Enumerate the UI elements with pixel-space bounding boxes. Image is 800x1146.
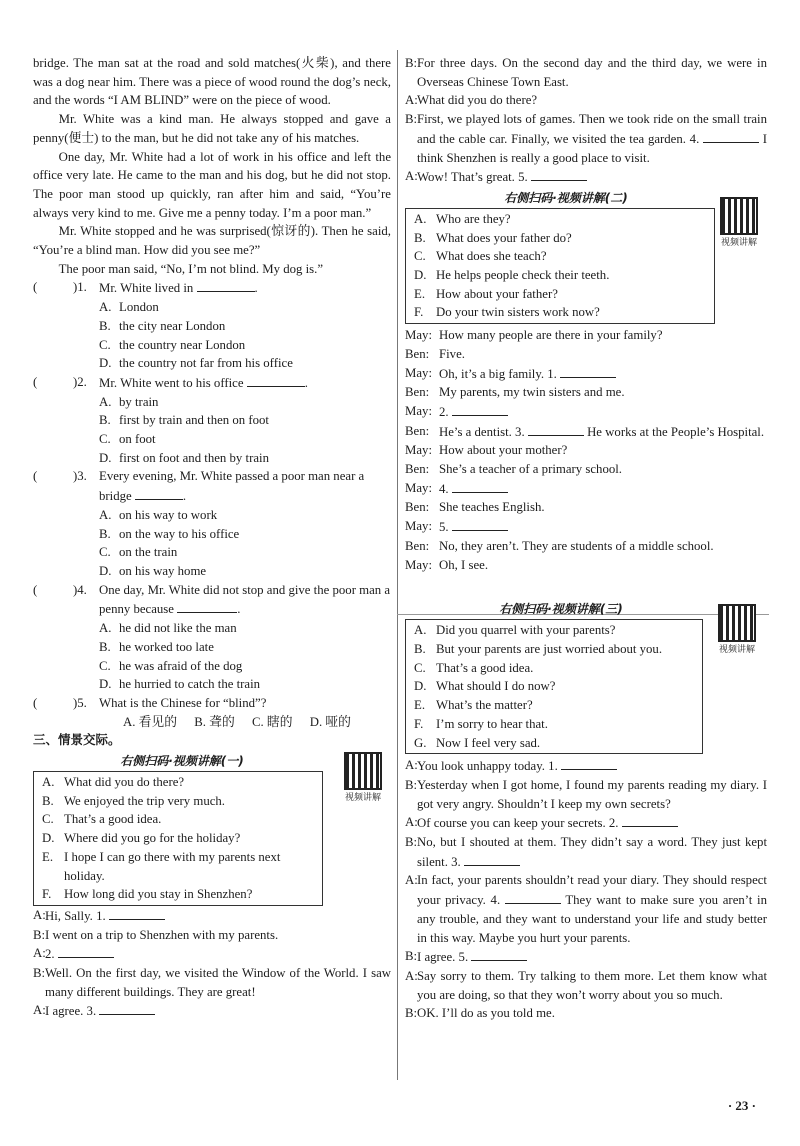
dialogue-text: Five. xyxy=(439,346,465,361)
answer-blank[interactable] xyxy=(505,890,561,904)
dialogue-text: I think Shenzhen is really a good place to visit. xyxy=(417,131,768,165)
dialogue-line xyxy=(405,556,767,575)
question-1 xyxy=(33,278,391,298)
dialogue-line xyxy=(405,54,767,91)
dialogue-line xyxy=(33,926,391,945)
box-option xyxy=(414,247,706,266)
option-letter: D. xyxy=(42,831,55,846)
dialogue-line xyxy=(405,517,767,537)
question-4 xyxy=(33,581,391,619)
option-letter: F. xyxy=(414,716,424,731)
answer-bracket-open[interactable]: ( xyxy=(33,374,38,389)
option[interactable] xyxy=(33,449,391,468)
option-letter: C. xyxy=(414,660,426,675)
answer-blank[interactable] xyxy=(247,373,305,387)
option-letter: C. xyxy=(99,658,111,673)
option-letter: A. xyxy=(42,775,55,790)
dialogue-line xyxy=(405,326,767,345)
speaker: A: xyxy=(405,968,418,983)
option-text: on the way to his office xyxy=(119,526,240,541)
qr-code-icon xyxy=(344,752,382,790)
part-2 xyxy=(405,189,767,574)
dialogue-line xyxy=(405,479,767,499)
box-option xyxy=(414,210,706,229)
option-text: on his way home xyxy=(119,563,207,578)
option-text: I hope I can go there with my parents next holiday. xyxy=(64,849,281,883)
options-box xyxy=(33,771,323,906)
box-option xyxy=(42,792,314,811)
speaker: B: xyxy=(405,112,418,127)
option-letter: F. xyxy=(414,305,424,320)
option-letter: A. xyxy=(99,300,112,315)
option-letter: B. xyxy=(99,413,111,428)
dialogue-line xyxy=(405,422,767,442)
option[interactable] xyxy=(33,525,391,544)
option-text: he worked too late xyxy=(119,639,214,654)
box-option xyxy=(42,829,314,848)
option-text: Do your twin sisters work now? xyxy=(436,305,600,320)
dialogue-text: Oh, I see. xyxy=(439,557,489,572)
question-5-options xyxy=(33,713,391,732)
option-letter: E. xyxy=(414,286,426,301)
video-banner: 右侧扫码·视频讲解(二) xyxy=(504,190,628,205)
speaker: B: xyxy=(405,1006,418,1021)
answer-bracket-close: ) xyxy=(73,695,78,710)
passage-paragraph: Mr. White stopped and he was surprised(惊讶的). Then he said, “You’re a blind man. How did you see me?” xyxy=(33,224,391,258)
speaker: B: xyxy=(405,56,418,70)
box-option xyxy=(414,734,694,753)
answer-blank[interactable] xyxy=(109,906,165,920)
answer-blank[interactable] xyxy=(471,947,527,961)
qr-caption: 视频讲解 xyxy=(718,645,755,656)
speaker: May: xyxy=(405,443,433,458)
dialogue-text: Of course you can keep your secrets. 2. xyxy=(417,816,619,831)
part-3 xyxy=(405,600,767,1023)
question-end: . xyxy=(304,375,308,390)
dialogue-line xyxy=(405,498,767,517)
question-number-wrap xyxy=(73,467,87,486)
dialogue-text: I agree. 5. xyxy=(417,950,469,965)
option-letter: B. xyxy=(414,641,426,656)
option[interactable] xyxy=(33,430,391,449)
option-letter: D. xyxy=(99,677,112,692)
option[interactable] xyxy=(33,393,391,412)
answer-blank[interactable] xyxy=(99,1001,155,1015)
speaker: May: xyxy=(405,328,433,343)
dialogue-line xyxy=(405,91,767,110)
option-text: first by train and then on foot xyxy=(119,413,269,428)
dialogue-line xyxy=(33,944,391,964)
option-letter: D. xyxy=(99,356,112,371)
speaker: Ben: xyxy=(405,423,430,438)
option-text: Did you quarrel with your parents? xyxy=(436,623,616,638)
option[interactable] xyxy=(33,506,391,525)
option[interactable] xyxy=(33,317,391,336)
options-box xyxy=(405,208,715,324)
answer-blank[interactable] xyxy=(528,422,584,436)
option[interactable] xyxy=(33,619,391,638)
question-stem: Mr. White lived in xyxy=(99,281,194,296)
answer-blank[interactable] xyxy=(177,599,237,613)
dialogue-text: My parents, my twin sisters and me. xyxy=(439,385,625,400)
option-letter: C. xyxy=(42,812,54,827)
passage-paragraph: One day, Mr. White had a lot of work in his office and left the office very late. He came to the man and his dog, but he did not stop. The poor man stood up quickly, ran after him and said, “You’re always very kind to me. Give me a penny today. I’m a poor man.” xyxy=(33,149,391,220)
option-text: He helps people check their teeth. xyxy=(436,268,610,283)
dialogue-text: In fact, your parents shouldn’t read your diary. They should respect your privacy. 4. xyxy=(417,873,767,908)
speaker: A: xyxy=(405,815,418,830)
option[interactable]: C. 瞎的 xyxy=(251,714,293,729)
dialogue-line xyxy=(405,947,767,967)
question-end: . xyxy=(254,281,258,296)
question-number: 5. xyxy=(77,695,87,710)
answer-bracket-open[interactable]: ( xyxy=(33,695,38,710)
answer-bracket-close: ) xyxy=(73,469,78,484)
answer-blank[interactable] xyxy=(464,852,520,866)
option-letter: E. xyxy=(414,698,426,713)
answer-blank[interactable] xyxy=(452,402,508,416)
answer-bracket-open[interactable]: ( xyxy=(33,469,38,484)
option-letter: D. xyxy=(99,450,112,465)
option-letter: A. xyxy=(99,621,112,636)
option-text: the country near London xyxy=(119,337,246,352)
qr-caption: 视频讲解 xyxy=(344,793,381,804)
option-letter: A. xyxy=(99,394,112,409)
dialogue-line xyxy=(405,364,767,384)
speaker: B: xyxy=(405,949,418,964)
qr-code[interactable] xyxy=(711,604,763,656)
answer-blank[interactable] xyxy=(197,278,255,292)
dialogue-text: Wow! That’s great. 5. xyxy=(417,170,528,185)
dialogue-text: How many people are there in your family? xyxy=(439,328,663,343)
box-option xyxy=(414,696,694,715)
dialogue-text: Say sorry to them. Try talking to them more. Let them know what you are doing, so that they won’t worry about you so much. xyxy=(417,968,767,1002)
dialogue-continued xyxy=(405,54,767,187)
option-text: How long did you stay in Shenzhen? xyxy=(64,887,253,902)
option-text: What does she teach? xyxy=(436,249,547,264)
box-option xyxy=(42,773,314,792)
question-stem: Mr. White went to his office xyxy=(99,375,244,390)
option-text: on foot xyxy=(119,432,156,447)
option-letter: D. xyxy=(414,679,427,694)
speaker: A: xyxy=(33,946,46,961)
box-option xyxy=(414,677,694,696)
option[interactable] xyxy=(33,657,391,676)
dialogue-line xyxy=(33,964,391,1001)
dialogue xyxy=(405,756,767,1023)
option-letter: A. xyxy=(99,507,112,522)
dialogue-text: She’s a teacher of a primary school. xyxy=(439,462,622,477)
dialogue-line xyxy=(405,402,767,422)
dialogue-text: He’s a dentist. 3. xyxy=(439,424,525,439)
question-number-wrap xyxy=(73,581,87,600)
speaker: A: xyxy=(33,1003,46,1018)
qr-code[interactable] xyxy=(713,197,765,249)
qr-code[interactable] xyxy=(337,752,389,804)
option-text: he did not like the man xyxy=(119,621,237,636)
question-number-wrap xyxy=(73,373,87,392)
qr-caption: 视频讲解 xyxy=(720,237,757,248)
option-letter: B. xyxy=(99,526,111,541)
option[interactable] xyxy=(33,675,391,694)
dialogue-text: OK. I’ll do as you told me. xyxy=(417,1006,555,1021)
dialogue-line xyxy=(405,110,767,167)
option-text: the city near London xyxy=(119,318,226,333)
box-option xyxy=(414,715,694,734)
option-letter: B. xyxy=(99,639,111,654)
option[interactable]: A. 看见的 xyxy=(123,714,178,729)
question-stem: Every evening, Mr. White passed a poor man near a bridge xyxy=(99,469,365,504)
option-letter: F. xyxy=(42,887,52,902)
question-3 xyxy=(33,467,391,505)
passage-paragraph: The poor man said, “No, I’m not blind. My dog is.” xyxy=(58,261,324,276)
video-banner: 右侧扫码·视频讲解(一) xyxy=(120,754,244,769)
option-letter: D. xyxy=(99,563,112,578)
option-text: What does your father do? xyxy=(436,230,572,245)
box-option xyxy=(414,303,706,322)
answer-blank[interactable] xyxy=(561,756,617,770)
answer-bracket-open[interactable]: ( xyxy=(33,280,38,295)
box-option xyxy=(414,285,706,304)
option-text: Who are they? xyxy=(436,211,511,226)
dialogue-text: Well. On the first day, we visited the Window of the World. I saw many different buildings. They are great! xyxy=(45,966,391,999)
speaker: May: xyxy=(405,557,433,572)
option-text: on his way to work xyxy=(119,507,218,522)
question-2 xyxy=(33,373,391,393)
speaker: A: xyxy=(33,907,46,922)
answer-blank[interactable] xyxy=(58,944,114,958)
qr-code-icon xyxy=(718,604,756,642)
option[interactable] xyxy=(33,354,391,373)
option-text: But your parents are just worried about you. xyxy=(436,641,663,656)
answer-bracket-close: ) xyxy=(73,280,78,295)
question-end: . xyxy=(237,602,241,617)
option-text: What should I do now? xyxy=(436,679,556,694)
column-divider xyxy=(397,50,398,1080)
passage-paragraph: Mr. White was a kind man. He always stopped and gave a penny(便士) to the man, but he did not take any of his matches. xyxy=(33,112,391,145)
option-text: What’s the matter? xyxy=(436,698,533,713)
dialogue-text: You look unhappy today. 1. xyxy=(417,759,558,774)
speaker: Ben: xyxy=(405,346,430,361)
answer-blank[interactable] xyxy=(622,813,678,827)
answer-blank[interactable] xyxy=(560,364,616,378)
option-letter: E. xyxy=(42,849,54,864)
dialogue-line xyxy=(405,967,767,1004)
box-option xyxy=(414,659,694,678)
speaker: Ben: xyxy=(405,500,430,515)
dialogue-text: Yesterday when I got home, I found my parents reading my diary. I got very angry. Shouldn’t I keep my own secrets? xyxy=(417,777,767,811)
dialogue-line xyxy=(33,1001,391,1021)
video-banner: 右侧扫码·视频讲解(三) xyxy=(499,602,623,617)
box-option xyxy=(42,810,314,829)
dialogue-text: No, but I shouted at them. They didn’t say a word. They just kept silent. 3. xyxy=(417,835,767,869)
box-option xyxy=(42,885,314,904)
option-text: London xyxy=(119,300,159,315)
option-text: he hurried to catch the train xyxy=(119,677,261,692)
speaker: Ben: xyxy=(405,538,430,553)
answer-bracket-close: ) xyxy=(73,374,78,389)
option-text: on the train xyxy=(119,545,178,560)
option-letter: B. xyxy=(99,318,111,333)
box-option xyxy=(414,229,706,248)
option[interactable] xyxy=(33,298,391,317)
question-number: 2. xyxy=(77,374,87,389)
dialogue-text: What did you do there? xyxy=(417,93,538,108)
dialogue-text: She teaches English. xyxy=(439,500,545,515)
option-text: the country not far from his office xyxy=(119,356,293,371)
question-stem: One day, Mr. White did not stop and give the poor man a penny because xyxy=(99,582,391,617)
answer-bracket-open[interactable]: ( xyxy=(33,582,38,597)
dialogue xyxy=(33,906,391,1021)
speaker: Ben: xyxy=(405,462,430,477)
question-stem: What is the Chinese for “blind”? xyxy=(99,695,267,710)
speaker: A: xyxy=(405,93,418,108)
dialogue-text: 4. xyxy=(439,481,449,496)
answer-blank[interactable] xyxy=(452,517,508,531)
speaker: May: xyxy=(405,365,433,380)
box-option xyxy=(414,621,694,640)
answer-blank[interactable] xyxy=(703,129,759,143)
left-column xyxy=(33,54,391,1021)
option[interactable] xyxy=(33,543,391,562)
dialogue-text: 2. xyxy=(45,947,55,962)
option-text: That’s a good idea. xyxy=(64,812,162,827)
dialogue-line xyxy=(405,833,767,871)
dialogue-text: Oh, it’s a big family. 1. xyxy=(439,366,557,381)
option-text: he was afraid of the dog xyxy=(119,658,243,673)
answer-bracket-close: ) xyxy=(73,582,78,597)
dialogue xyxy=(405,326,767,574)
dialogue-text: 5. xyxy=(439,520,449,535)
answer-blank[interactable] xyxy=(452,479,508,493)
option-letter: G. xyxy=(414,735,427,750)
speaker: May: xyxy=(405,519,433,534)
option[interactable]: B. 聋的 xyxy=(194,714,235,729)
dialogue-line xyxy=(405,1004,767,1023)
answer-blank[interactable] xyxy=(531,167,587,181)
question-number: 4. xyxy=(77,582,87,597)
question-number: 3. xyxy=(77,469,87,484)
dialogue-line xyxy=(405,776,767,813)
dialogue-text: Hi, Sally. 1. xyxy=(45,908,106,923)
dialogue-line xyxy=(405,383,767,402)
option[interactable]: D. 哑的 xyxy=(309,714,351,729)
right-column xyxy=(405,54,767,1023)
option[interactable] xyxy=(33,638,391,657)
reading-passage xyxy=(33,54,391,278)
speaker: A: xyxy=(405,873,418,888)
dialogue-line xyxy=(33,906,391,926)
speaker: May: xyxy=(405,480,433,495)
section-title: 三、情景交际。 xyxy=(33,732,121,748)
dialogue-line xyxy=(405,871,767,947)
question-end: . xyxy=(182,489,187,504)
option-letter: D. xyxy=(414,268,427,283)
dialogue-text: He works at the People’s Hospital. xyxy=(587,424,765,439)
option-text: That’s a good idea. xyxy=(436,660,534,675)
options-box xyxy=(405,619,703,754)
option-letter: A. xyxy=(414,211,427,226)
dialogue-text: They want to make sure you aren’t in any trouble, and they want to understand your life and study better in this way. Maybe you hurt your parents. xyxy=(417,893,767,945)
page-number: · 23 · xyxy=(727,1098,756,1113)
dialogue-line xyxy=(405,813,767,833)
dialogue-line xyxy=(405,441,767,460)
dialogue-line xyxy=(405,345,767,364)
box-option xyxy=(42,848,314,885)
dialogue-text: How about your mother? xyxy=(439,443,568,458)
dialogue-text: For three days. On the second day and the third day, we were in Overseas Chinese Town East. xyxy=(417,56,767,89)
option-letter: C. xyxy=(99,337,111,352)
question-5 xyxy=(33,694,391,713)
question-list xyxy=(33,278,391,693)
question-number-wrap xyxy=(73,278,87,297)
dialogue-text: I agree. 3. xyxy=(45,1004,97,1019)
speaker: A: xyxy=(405,758,418,773)
speaker: Ben: xyxy=(405,385,430,400)
passage-paragraph: bridge. The man sat at the road and sold matches(火柴), and there was a dog near him. There was a piece of wood round the dog’s neck, and the words “I AM BLIND” were on the piece of wood. xyxy=(33,56,391,108)
option-text: first on foot and then by train xyxy=(119,450,269,465)
question-number: 1. xyxy=(77,280,87,295)
dialogue-text: No, they aren’t. They are students of a middle school. xyxy=(439,538,714,553)
option-letter: B. xyxy=(414,230,426,245)
option-text: What did you do there? xyxy=(64,775,185,790)
speaker: May: xyxy=(405,403,433,418)
option-letter: A. xyxy=(414,623,427,638)
option-text: How about your father? xyxy=(436,286,558,301)
speaker: A: xyxy=(405,169,418,184)
speaker: B: xyxy=(33,927,46,942)
answer-blank[interactable] xyxy=(135,486,183,500)
option-text: Where did you go for the holiday? xyxy=(64,831,241,846)
option-text: We enjoyed the trip very much. xyxy=(64,793,226,808)
option-letter: C. xyxy=(99,545,111,560)
part-1 xyxy=(33,752,391,1021)
option[interactable] xyxy=(33,336,391,355)
dialogue-text: First, we played lots of games. Then we took ride on the small train and the cable car. Finally, we visited the tea garden. 4. xyxy=(417,112,767,146)
option-letter: C. xyxy=(99,432,111,447)
option-letter: B. xyxy=(42,793,54,808)
dialogue-line xyxy=(405,756,767,776)
dialogue-line xyxy=(405,537,767,556)
dialogue-line xyxy=(405,460,767,479)
qr-code-icon xyxy=(720,197,758,235)
speaker: B: xyxy=(33,966,46,981)
option-text: by train xyxy=(119,394,159,409)
dialogue-text: I went on a trip to Shenzhen with my parents. xyxy=(45,927,279,942)
option[interactable] xyxy=(33,562,391,581)
option[interactable] xyxy=(33,411,391,430)
speaker: B: xyxy=(405,777,418,792)
dialogue-line xyxy=(405,167,767,187)
box-option xyxy=(414,640,694,659)
box-option xyxy=(414,266,706,285)
option-letter: C. xyxy=(414,249,426,264)
speaker: B: xyxy=(405,835,418,850)
option-text: I’m sorry to hear that. xyxy=(436,716,548,731)
dialogue-text: 2. xyxy=(439,404,449,419)
option-text: Now I feel very sad. xyxy=(436,735,541,750)
